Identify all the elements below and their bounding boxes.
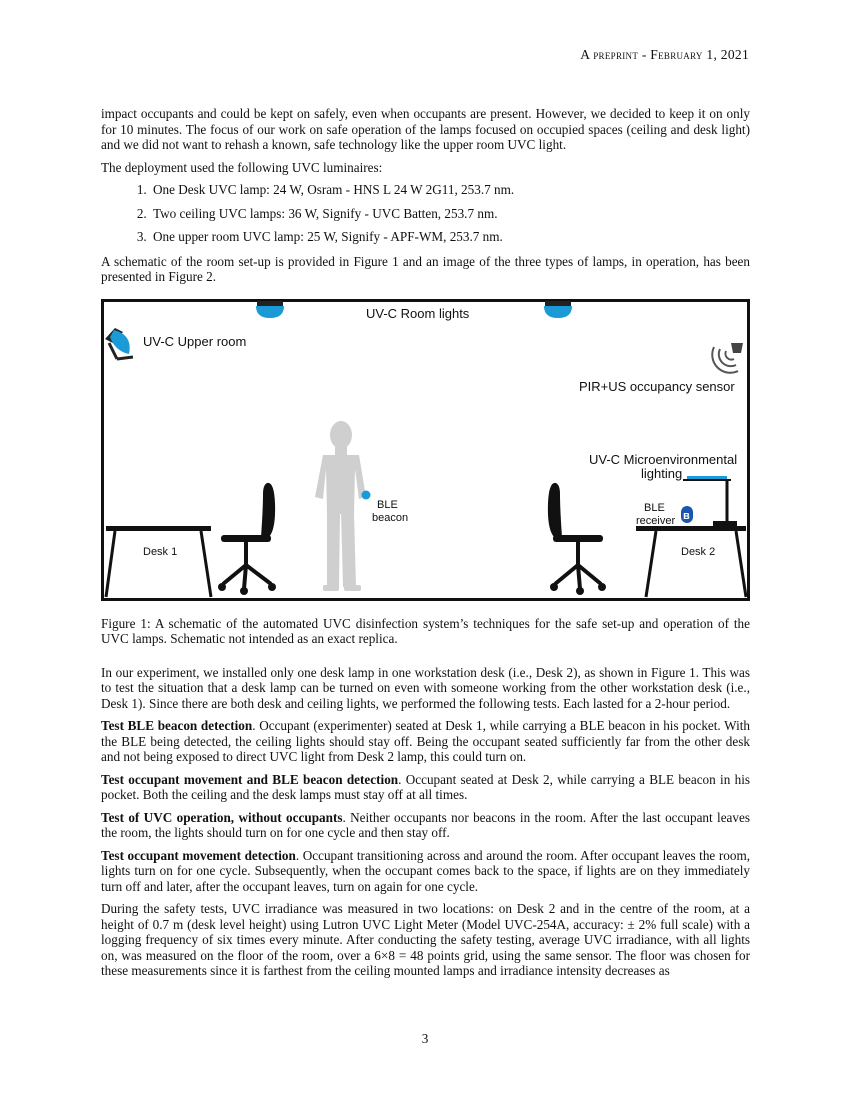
schematic-paragraph: A schematic of the room set-up is provided in Figure 1 and an image of the three types of lamps, in operation, has been presented in Figure 2. bbox=[101, 253, 750, 284]
test-3 bbox=[101, 810, 750, 841]
test-2 bbox=[101, 772, 750, 803]
test-4 bbox=[101, 848, 750, 895]
ble-receiver-label-1: BLE bbox=[644, 501, 665, 514]
page-number: 3 bbox=[421, 1031, 429, 1046]
intro-paragraph: impact occupants and could be kept on safely, even when occupants are present. However, we decided to keep it on only for 10 minutes. The focus of our work on safe operation of the lamps focused on occupied spaces (ceiling and desk light) and we did not want to rehash a known, safe technology like the upper room UVC light. bbox=[101, 106, 750, 152]
desk-2 bbox=[636, 521, 746, 597]
microenv-label-2: lighting bbox=[641, 465, 683, 481]
page-header bbox=[580, 47, 749, 63]
experiment-paragraph: In our experiment, we installed only one desk lamp in one workstation desk (i.e., Desk 2), as shown in Figure 1. This was to test the situation that a desk lamp can be turned on even with someone working from the other workstation desk (i.e., Desk 1). Since there are both desk and ceiling lights, we performed the following tests. Each lasted for a 2-hour period. bbox=[101, 664, 750, 711]
room-schematic-svg bbox=[101, 299, 751, 602]
ceiling-lamp-left bbox=[256, 301, 284, 318]
list-item: 1. One Desk UVC lamp: 24 W, Osram - HNS L 24 W 2G11, 253.7 nm. bbox=[150, 182, 750, 198]
bluetooth-symbol: ʙ bbox=[683, 509, 690, 522]
test-title: Test occupant movement detection bbox=[101, 847, 296, 863]
test-title: Test BLE beacon detection bbox=[101, 718, 253, 733]
upper-room-lamp bbox=[105, 328, 133, 359]
test-title: Test of UVC operation, without occupants bbox=[101, 809, 343, 825]
upper-room-label: UV-C Upper room bbox=[143, 333, 247, 349]
figure-caption: Figure 1: A schematic of the automated UVC disinfection system’s techniques for the safe set-up and operation of the UVC lamps. Schematic not intended as an exact replica. bbox=[101, 615, 750, 646]
list-item: 2. Two ceiling UVC lamps: 36 W, Signify - UVC Batten, 253.7 nm. bbox=[150, 206, 750, 222]
luminaires-list bbox=[101, 182, 750, 245]
microenv-label-1: UV-C Microenvironmental bbox=[589, 451, 738, 467]
occupant-silhouette bbox=[315, 421, 366, 591]
ble-beacon-label-1: BLE bbox=[377, 498, 398, 511]
desk-1 bbox=[106, 526, 211, 597]
sensor-label: PIR+US occupancy sensor bbox=[579, 378, 735, 394]
test-title: Test occupant movement and BLE beacon detection bbox=[101, 771, 399, 787]
test-body: . Occupant seated at Desk 2, while carrying a BLE beacon in his pocket. Both the ceiling and the desk lamps must stay off at all times. bbox=[101, 771, 750, 802]
desk-2-label: Desk 2 bbox=[681, 545, 716, 558]
safety-paragraph: During the safety tests, UVC irradiance was measured in two locations: on Desk 2 and in the centre of the room, at a height of 0.7 m (desk level height) using Lutron UVC Light Meter (Model UVC-254A, accuracy: ± 2% full scale) with a logging frequency of six times every minute. After conducting the safety testing, average UVC irradiance, with all lights on, was measured on the floor of the room, over a 6×8 = 48 points grid, using the same sensor. The floor was chosen for these measurements since it is farthest from the ceiling mounted lamps and irradiance intensity decreases as bbox=[101, 901, 750, 978]
luminaires-intro: The deployment used the following UVC luminaires: bbox=[101, 159, 383, 175]
room-schematic-figure bbox=[101, 299, 751, 602]
ble-receiver-label-2: receiver bbox=[636, 514, 676, 527]
occupancy-sensor-icon bbox=[712, 343, 743, 373]
ble-beacon-label-2: beacon bbox=[372, 511, 409, 524]
ceiling-lamp-right bbox=[544, 301, 572, 318]
header-text: A preprint - February 1, 2021 bbox=[580, 47, 749, 62]
bluetooth-icon bbox=[681, 506, 693, 523]
desk-1-label: Desk 1 bbox=[143, 545, 178, 558]
ble-beacon-dot bbox=[362, 490, 371, 499]
test-body: . Occupant transitioning across and around the room. After occupant leaves the room, lights turn on for one cycle. Subsequently, when the occupant comes back to the space, if lights are on they immediately turn off and later, after the occupant leaves, turn on again for one cycle. bbox=[101, 847, 750, 894]
room-lights-label: UV-C Room lights bbox=[366, 305, 470, 321]
list-item: 3. One upper room UVC lamp: 25 W, Signify - APF-WM, 253.7 nm. bbox=[150, 229, 750, 245]
test-1 bbox=[101, 718, 750, 765]
chair-1 bbox=[218, 482, 276, 594]
test-body: . Neither occupants nor beacons in the room. After the last occupant leaves the room, the lights should turn on for one cycle and then stay off. bbox=[101, 809, 750, 840]
chair-2 bbox=[548, 482, 606, 594]
page-body bbox=[101, 106, 750, 986]
test-body: . Occupant (experimenter) seated at Desk 1, while carrying a BLE beacon in his pocket. With the BLE being detected, the ceiling lights should stay off. Being the occupant seated sufficiently far from the other desk and not being exposed to direct UVC light from Desk 2 lamp, this could turn on. bbox=[101, 718, 750, 764]
